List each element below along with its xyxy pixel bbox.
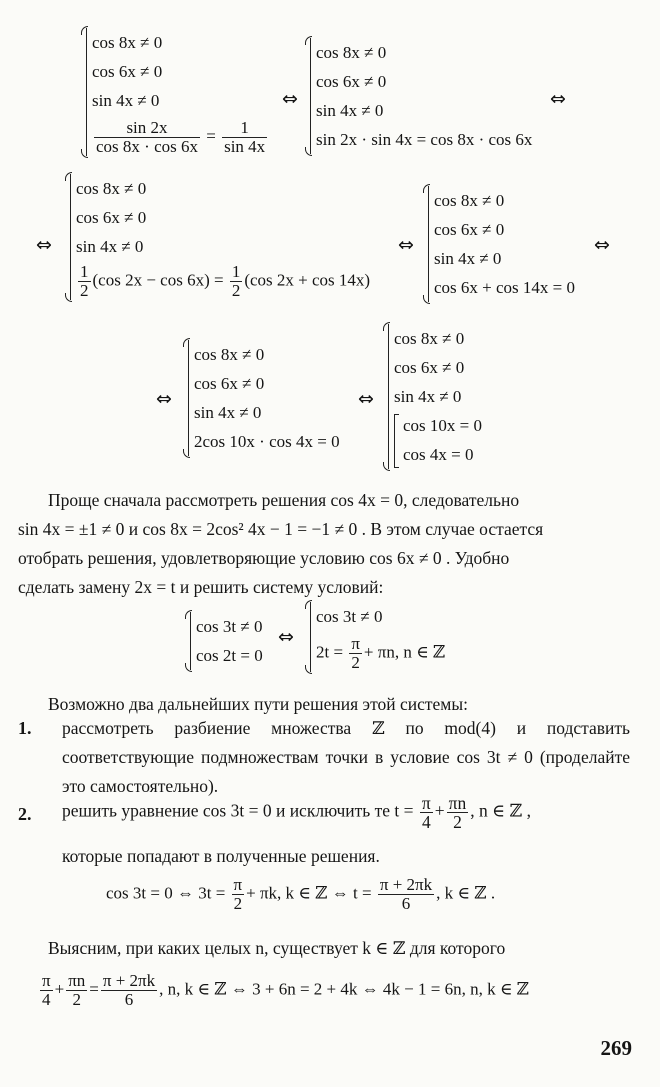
condition: cos 8x ≠ 0 xyxy=(316,43,387,62)
equivalence-arrow: ⇔ xyxy=(398,234,414,256)
condition: cos 3t ≠ 0 xyxy=(316,607,383,626)
system-2 xyxy=(310,38,532,154)
half-equation: $\frac{1}{2}$ (cos 2x − cos 6x) = $\frac{1}{2}$ (cos 2x + cos 14x) xyxy=(80,262,371,300)
condition: cos 6x ≠ 0 xyxy=(394,358,465,377)
text-line: Проще сначала рассмотреть решения cos 4x = 0, следовательно xyxy=(48,490,520,510)
system-1 xyxy=(86,28,269,156)
condition: sin 4x ≠ 0 xyxy=(92,91,160,110)
condition: sin 2x · sin 4x = cos 8x · cos 6x xyxy=(316,130,533,149)
equation: cos 3t = 0 ⇔ 3t = $\frac{\pi}{2}$ + πk, k ∈ ℤ ⇔ t = $\frac{\pi + 2\pi k}{6}$ , k ∈ ℤ . xyxy=(106,875,496,913)
condition: cos 8x ≠ 0 xyxy=(434,191,505,210)
condition: cos 8x ≠ 0 xyxy=(194,345,265,364)
condition: cos 6x + cos 14x = 0 xyxy=(434,278,575,297)
text-line: Выясним, при каких целых n, существует k ∈ ℤ для которого xyxy=(48,938,506,958)
condition: cos 6x ≠ 0 xyxy=(316,72,387,91)
system-4 xyxy=(428,186,575,302)
equation: $\frac{\pi}{4}$ + $\frac{\pi n}{2}$ = $\frac{\pi + 2\pi k}{6}$ , n, k ∈ ℤ ⇔ 3 + 6n = 2 + 4k ⇔ 4k − 1 = 6n, n, k ∈ ℤ xyxy=(42,971,530,1009)
list-item: решить уравнение cos 3t = 0 и исключить те t = $\frac{\pi}{4}$ + $\frac{\pi n}{2}$ , n ∈ ℤ , xyxy=(62,793,531,832)
condition: cos 6x ≠ 0 xyxy=(434,220,505,239)
condition: cos 6x ≠ 0 xyxy=(92,62,163,81)
text-line: отобрать решения, удовлетворяющие условию cos 6x ≠ 0 . Удобно xyxy=(18,548,510,568)
condition: cos 6x ≠ 0 xyxy=(76,208,147,227)
equivalence-arrow: ⇔ xyxy=(278,626,294,648)
list-item: рассмотреть разбиение множества ℤ по mod(4) и подставить соответствующие подмножествам точки в условие cos 3t ≠ 0 (проделайте это самостоятельно). xyxy=(62,718,630,796)
condition: 2cos 10x · cos 4x = 0 xyxy=(194,432,340,451)
condition: cos 10x = 0 xyxy=(403,416,482,435)
system-6 xyxy=(388,324,482,469)
equivalence-arrow: ⇔ xyxy=(36,234,52,256)
condition: sin 4x ≠ 0 xyxy=(194,403,262,422)
condition: cos 6x ≠ 0 xyxy=(194,374,265,393)
condition: cos 3t ≠ 0 xyxy=(196,617,263,636)
fraction-equation: $\frac{\sin 2x}{\cos 8x \cdot \cos 6x}$ = $\frac{1}{\sin 4x}$ xyxy=(96,118,266,156)
condition: sin 4x ≠ 0 xyxy=(434,249,502,268)
system-t xyxy=(190,612,263,670)
equivalence-arrow: ⇔ xyxy=(282,88,298,110)
system-t2 xyxy=(310,602,445,672)
condition: cos 8x ≠ 0 xyxy=(76,179,147,198)
condition: 2t = $\frac{\pi}{2}$ + πn, n ∈ ℤ xyxy=(316,634,446,672)
page-number: 269 xyxy=(600,1036,632,1060)
system-3 xyxy=(70,174,370,300)
list-number: 2. xyxy=(18,804,32,824)
paragraph xyxy=(18,486,644,602)
paragraph xyxy=(18,934,644,963)
condition: cos 8x ≠ 0 xyxy=(92,33,163,52)
text-line: Возможно два дальнейших пути решения этой системы: xyxy=(48,694,468,714)
condition: sin 4x ≠ 0 xyxy=(394,387,462,406)
system-5 xyxy=(188,340,340,456)
equivalence-arrow: ⇔ xyxy=(550,88,566,110)
condition: cos 2t = 0 xyxy=(196,646,263,665)
equivalence-arrow: ⇔ xyxy=(358,388,374,410)
text-line: sin 4x = ±1 ≠ 0 и cos 8x = 2cos² 4x − 1 = −1 ≠ 0 . В этом случае остается xyxy=(18,519,544,539)
union-bracket xyxy=(394,411,482,469)
list-number: 1. xyxy=(18,718,32,738)
equivalence-arrow: ⇔ xyxy=(594,234,610,256)
text-line: сделать замену 2x = t и решить систему условий: xyxy=(18,577,384,597)
condition: sin 4x ≠ 0 xyxy=(76,237,144,256)
condition: cos 4x = 0 xyxy=(403,445,474,464)
condition: sin 4x ≠ 0 xyxy=(316,101,384,120)
condition: cos 8x ≠ 0 xyxy=(394,329,465,348)
text-line: которые попадают в полученные решения. xyxy=(62,846,380,866)
equivalence-arrow: ⇔ xyxy=(156,388,172,410)
